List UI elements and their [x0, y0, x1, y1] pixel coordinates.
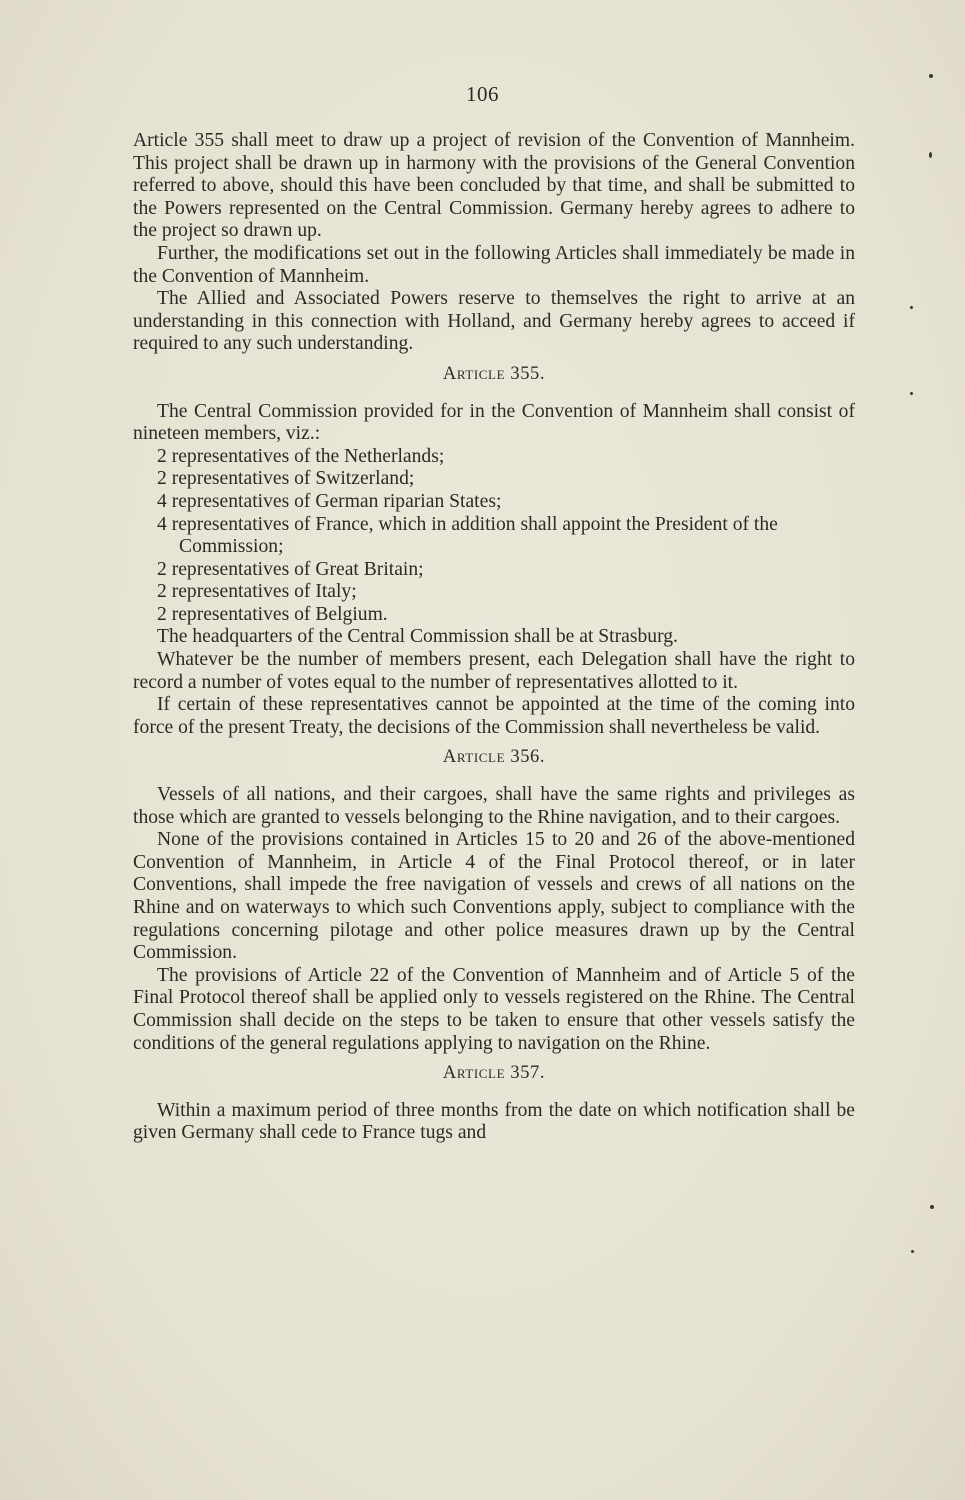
- representatives-item: 2 representatives of Belgium.: [157, 603, 388, 625]
- representatives-item: 2 representatives of Great Britain;: [157, 558, 424, 580]
- article-356-paragraph: The provisions of Article 22 of the Convention of Mannheim and of Article 5 of the Final Protocol thereof shall be applied only to vessels registered on the Rhine. The Central Commission shall decide on the steps to be taken to ensure that other vessels satisfy the conditions of the general regulations applying to navigation on the Rhine.: [133, 964, 855, 1054]
- margin-mark: [929, 152, 932, 158]
- margin-mark: [910, 306, 913, 309]
- article-356-heading: Article 356.: [442, 747, 546, 768]
- margin-mark: [929, 74, 933, 78]
- article-355-lead: The Central Commission provided for in the Convention of Mannheim shall consist of nineteen members, viz.:: [133, 400, 855, 445]
- margin-mark: [911, 1250, 914, 1253]
- margin-mark: [930, 1205, 934, 1209]
- margin-mark: [910, 392, 913, 395]
- article-356-paragraph: Vessels of all nations, and their cargoes, shall have the same rights and privileges as those which are granted to vessels belonging to the Rhine navigation, and to their cargoes.: [133, 784, 855, 828]
- representatives-list: [133, 446, 855, 627]
- representatives-item: 4 representatives of France, which in addition shall appoint the President of the Commission;: [157, 513, 778, 558]
- article-357-heading: Article 357.: [442, 1063, 546, 1084]
- representatives-item: 2 representatives of the Netherlands;: [157, 445, 445, 467]
- article-357-paragraph: Within a maximum period of three months from the date on which notification shall be given Germany shall cede to France tugs and: [133, 1099, 855, 1144]
- document-body: [133, 130, 855, 1145]
- page-number: 106: [466, 82, 499, 106]
- article-355-paragraph: Whatever be the number of members present, each Delegation shall have the right to record a number of votes equal to the number of representatives allotted to it.: [133, 649, 855, 693]
- article-355-paragraph: If certain of these representatives cannot be appointed at the time of the coming into force of the present Treaty, the decisions of the Commission shall nevertheless be valid.: [133, 694, 855, 738]
- representatives-item: 4 representatives of German riparian States;: [157, 490, 502, 512]
- article-356-paragraph: None of the provisions contained in Articles 15 to 20 and 26 of the above-mentioned Convention of Mannheim, in Article 4 of the Final Protocol thereof, or in later Conventions, shall impede the free navigation of vessels and crews of all nations on the Rhine and on waterways to which such Conventions apply, subject to compliance with the regulations concerning pilotage and other police measures drawn up by the Central Commission.: [133, 829, 855, 964]
- representatives-item: 2 representatives of Italy;: [157, 581, 357, 603]
- intro-paragraph: The Allied and Associated Powers reserve to themselves the right to arrive at an understanding in this connection with Holland, and Germany hereby agrees to acceed if required to any such understanding.: [133, 288, 855, 355]
- intro-paragraph: Further, the modifications set out in the following Articles shall immediately be made in the Convention of Mannheim.: [133, 242, 855, 287]
- representatives-item: 2 representatives of Switzerland;: [157, 468, 415, 490]
- article-355-heading: Article 355.: [442, 363, 546, 384]
- intro-paragraph: Article 355 shall meet to draw up a project of revision of the Convention of Mannheim. This project shall be drawn up in harmony with the provisions of the General Convention referred to above, should this have been concluded by that time, and shall be submitted to the Powers represented on the Central Commission. Germany hereby agrees to adhere to the project so drawn up.: [133, 130, 855, 242]
- article-355-paragraph: The headquarters of the Central Commission shall be at Strasburg.: [157, 626, 678, 648]
